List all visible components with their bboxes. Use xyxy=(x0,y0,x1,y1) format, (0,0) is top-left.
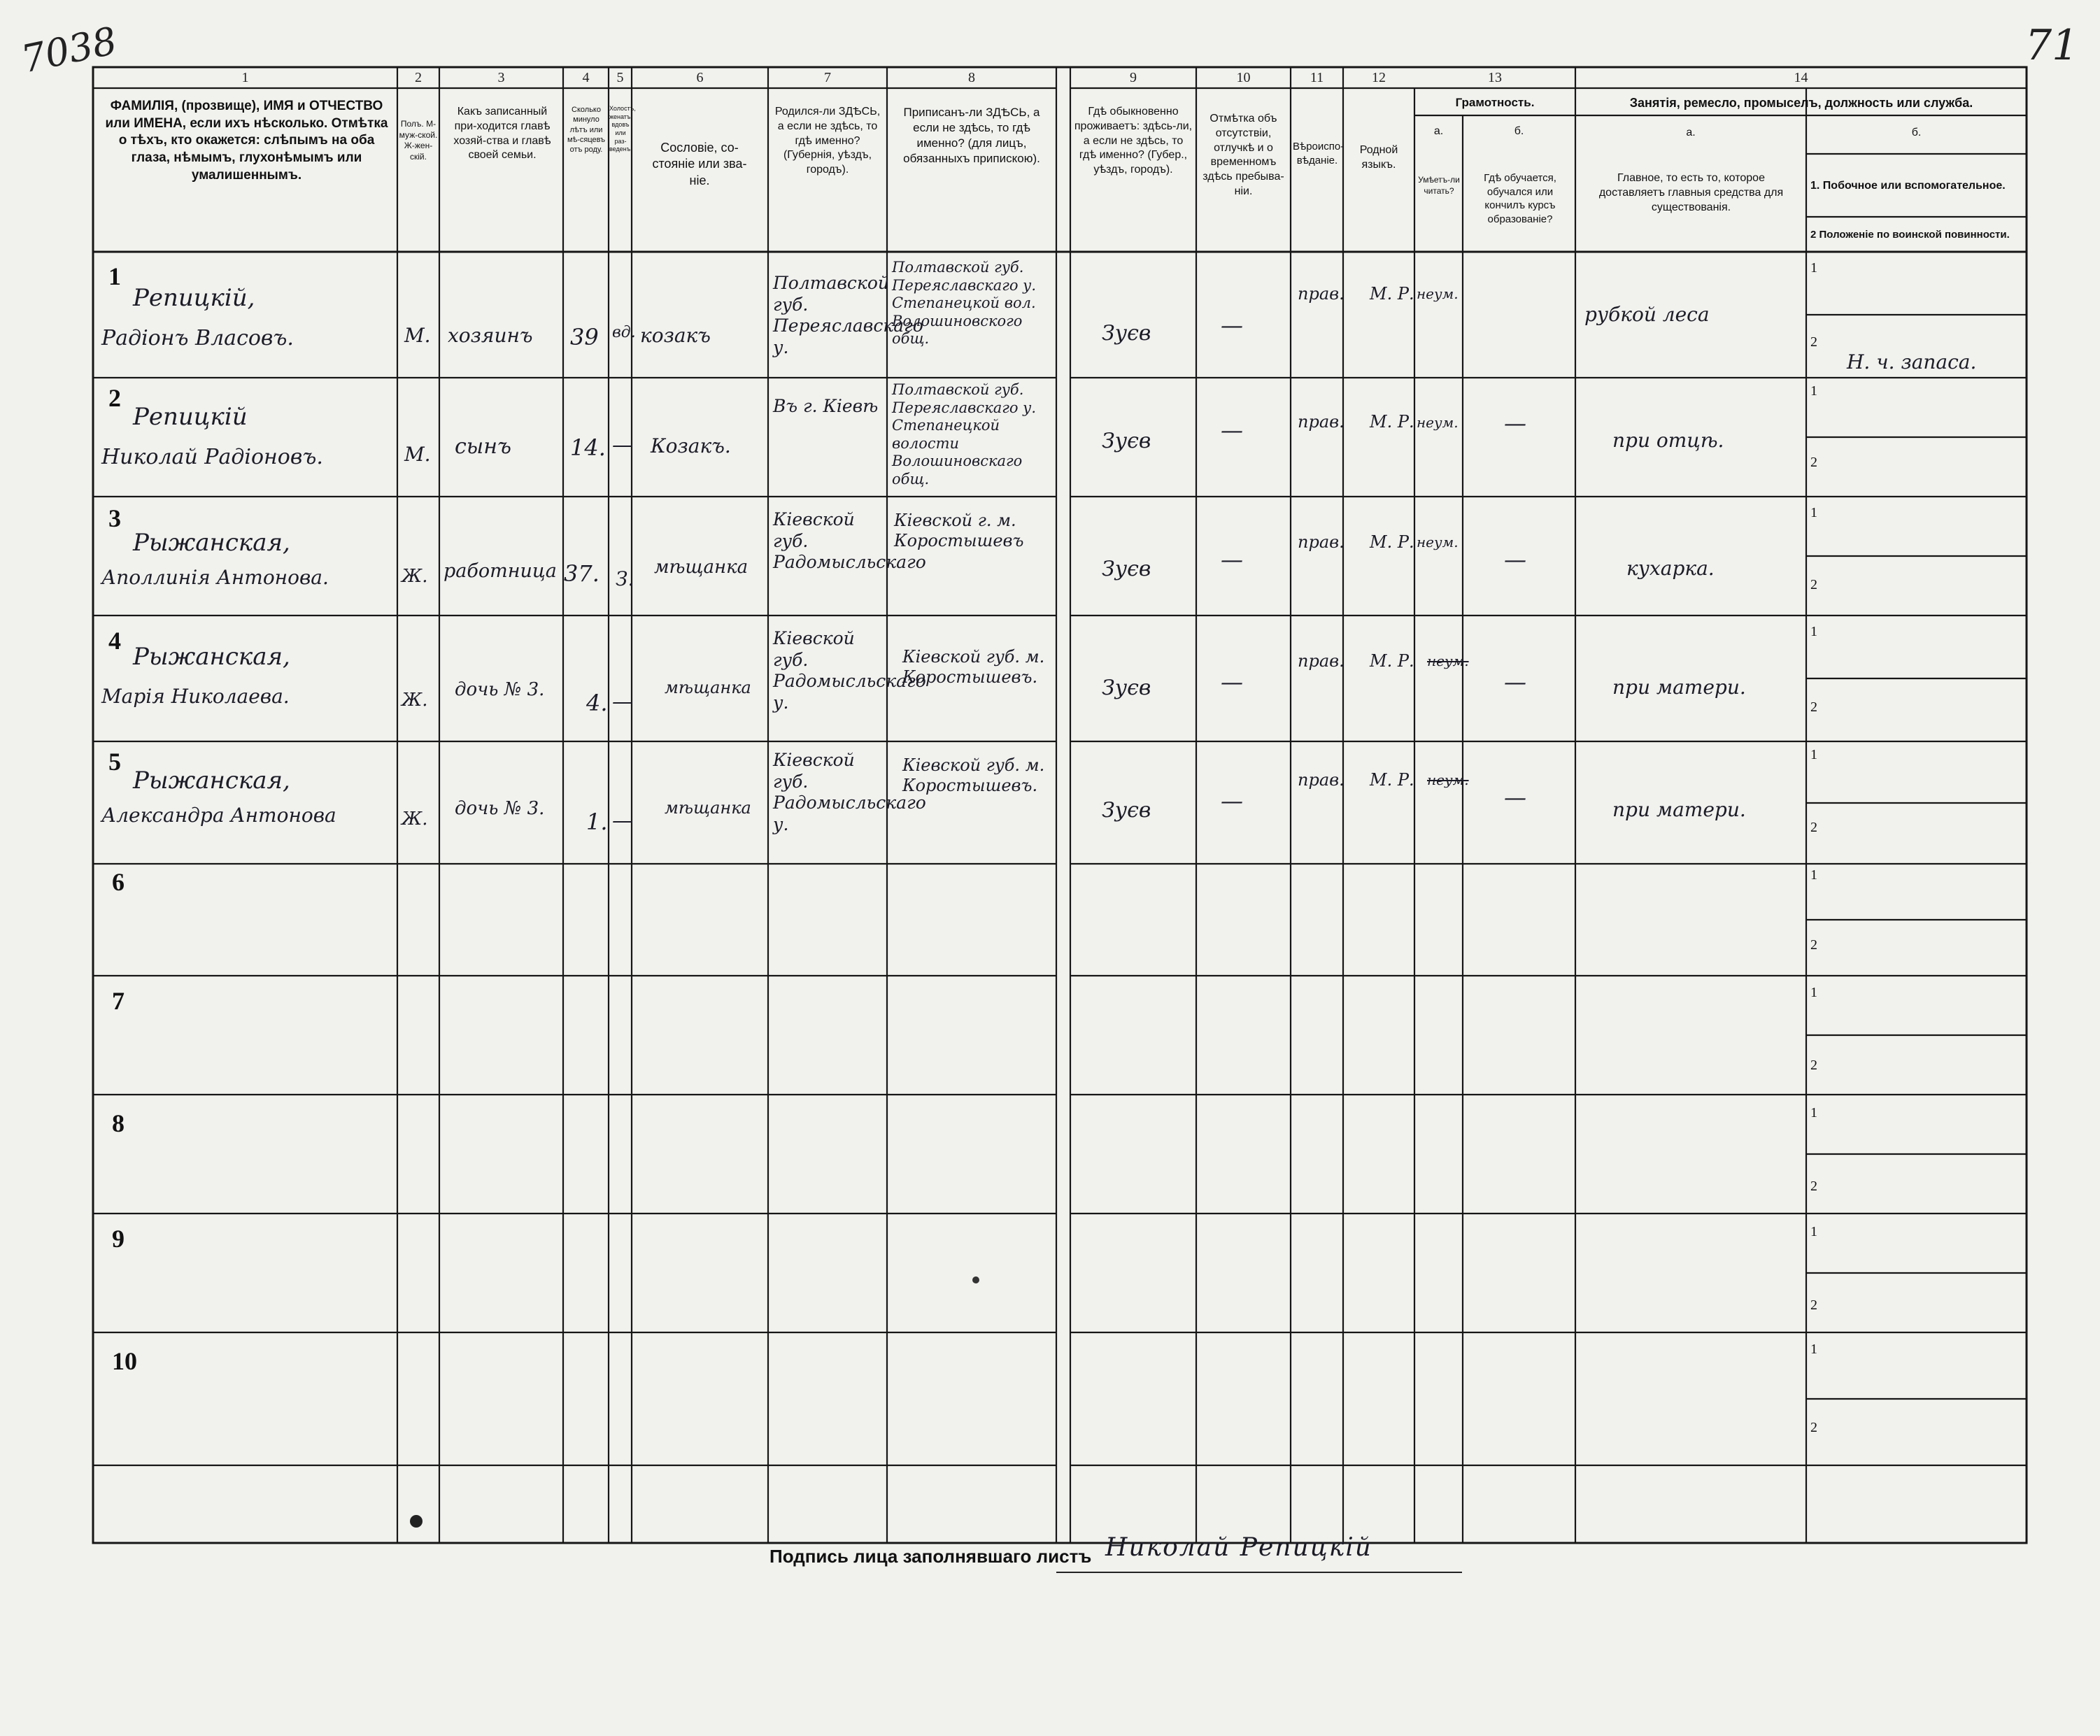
entry-absence: — xyxy=(1221,417,1243,443)
header-col-13b-label: б. xyxy=(1514,125,1524,137)
entry-education: — xyxy=(1504,546,1526,573)
entry-age: 14. xyxy=(570,434,606,461)
entry-residence: Зуєв xyxy=(1102,676,1151,700)
entry-marital: — xyxy=(612,433,633,457)
sub-row-label: 1 xyxy=(1810,985,1817,1000)
entry-registration: Кіевской г. м. Коростышевъ xyxy=(894,511,1024,551)
row-number: 8 xyxy=(112,1109,125,1137)
entry-surname: Репицкій xyxy=(133,403,248,431)
entry-absence: — xyxy=(1221,312,1243,339)
entry-relation: сынъ xyxy=(455,434,511,459)
entry-sex: М. xyxy=(404,443,431,466)
sub-row-label: 2 xyxy=(1810,577,1817,592)
row-number: 2 xyxy=(108,384,121,412)
entry-marital: — xyxy=(612,690,633,714)
header-col-14b2: 2 Положеніе по воинской повинности. xyxy=(1810,229,2010,241)
entry-absence: — xyxy=(1221,669,1243,695)
entry-estate: Козакъ. xyxy=(651,434,731,457)
signature: Николай Репицкій xyxy=(1105,1533,1372,1562)
sheet-number: 71 xyxy=(2025,21,2079,70)
entry-language: М. Р. xyxy=(1370,412,1414,432)
entry-literacy: неум. xyxy=(1427,771,1469,788)
column-number-12: 12 xyxy=(1372,70,1386,85)
entry-residence: Зуєв xyxy=(1102,321,1151,346)
entry-age: 39 xyxy=(570,324,599,350)
column-number-1: 1 xyxy=(241,70,249,85)
header-col-9: Гдѣ обыкновенно проживаетъ: здѣсь-ли, а если не здѣсь, то гдѣ именно? (Губер., уѣздъ, городъ). xyxy=(1074,106,1193,176)
header-col-13-title: Грамотность. xyxy=(1455,96,1535,109)
entry-given-names: Марія Николаева. xyxy=(101,685,290,708)
entry-religion: прав. xyxy=(1298,532,1345,552)
header-col-14-title: Занятія, ремесло, промыселъ, должность или служба. xyxy=(1629,96,1973,110)
sub-row-label: 2 xyxy=(1810,1179,1817,1194)
entry-birthplace: Полтавской губ. Переяславскаго у. xyxy=(773,273,923,357)
sub-row-label: 1 xyxy=(1810,383,1817,399)
row-number: 1 xyxy=(108,262,121,290)
entry-surname: Рыжанская, xyxy=(133,767,290,795)
entry-language: М. Р. xyxy=(1370,651,1414,671)
sub-row-label: 2 xyxy=(1810,1297,1817,1313)
row-number: 4 xyxy=(108,627,121,655)
entry-military-status: Н. ч. запаса. xyxy=(1847,350,1977,373)
header-col-13a: Умѣетъ-ли читать? xyxy=(1418,175,1460,196)
entry-birthplace: Въ г. Кіевѣ xyxy=(773,396,879,416)
entry-sex: Ж. xyxy=(402,566,428,587)
entry-literacy: неум. xyxy=(1427,653,1469,669)
header-col-5: Холостъ, женатъ, вдовъ или раз-веденъ. xyxy=(609,105,636,153)
entry-relation: дочь № 3. xyxy=(455,798,545,819)
entry-relation: работница xyxy=(444,560,557,582)
entry-given-names: Радіонъ Власовъ. xyxy=(101,326,294,350)
entry-literacy: неум. xyxy=(1417,534,1459,550)
sub-row-label: 1 xyxy=(1810,505,1817,520)
row-number: 5 xyxy=(108,748,121,776)
entry-relation: дочь № 3. xyxy=(455,679,545,700)
sub-row-label: 1 xyxy=(1810,624,1817,639)
sub-row-label: 1 xyxy=(1810,867,1817,883)
entry-education: — xyxy=(1504,669,1526,695)
entry-literacy: неум. xyxy=(1417,414,1459,431)
header-col-7: Родился-ли ЗДѢСЬ, а если не здѣсь, то гдѣ именно? (Губернія, уѣздъ, городъ). xyxy=(774,106,881,176)
column-number-3: 3 xyxy=(497,70,505,85)
entry-estate: мѣщанка xyxy=(654,557,749,578)
header-col-12: Родной языкъ. xyxy=(1359,144,1398,171)
header-col-13b: Гдѣ обучается, обучался или кончилъ курсъ образованіе? xyxy=(1484,172,1556,225)
entry-age: 4. xyxy=(586,690,608,716)
sub-row-label: 2 xyxy=(1810,937,1817,953)
entry-religion: прав. xyxy=(1298,412,1345,432)
entry-surname: Рыжанская, xyxy=(133,643,290,671)
entry-estate: мѣщанка xyxy=(665,798,751,818)
sub-row-label: 1 xyxy=(1810,260,1817,276)
sub-row-label: 2 xyxy=(1810,455,1817,470)
row-number: 6 xyxy=(112,868,125,896)
header-col-13a-label: а. xyxy=(1433,125,1444,137)
entry-residence: Зуєв xyxy=(1102,429,1151,453)
column-number-14: 14 xyxy=(1794,70,1808,85)
header-col-2: Полъ. М-муж-ской. Ж-жен-скій. xyxy=(399,119,438,162)
entry-marital: — xyxy=(612,809,633,833)
column-number-6: 6 xyxy=(696,70,704,85)
sub-row-label: 2 xyxy=(1810,334,1817,350)
entry-age: 1. xyxy=(586,809,608,835)
entry-religion: прав. xyxy=(1298,651,1345,671)
header-col-14a-label: а. xyxy=(1686,127,1696,138)
row-number: 9 xyxy=(112,1225,125,1253)
sub-row-label: 1 xyxy=(1810,747,1817,762)
entry-registration: Кіевской губ. м. Коростышевъ. xyxy=(902,755,1045,796)
header-col-8: Приписанъ-ли ЗДѢСЬ, а если не здѣсь, то гдѣ именно? (для лицъ, обязанныхъ припискою). xyxy=(903,106,1040,166)
entry-language: М. Р. xyxy=(1370,770,1414,790)
entry-absence: — xyxy=(1221,546,1243,573)
row-number: 3 xyxy=(108,504,121,532)
column-number-11: 11 xyxy=(1310,70,1324,85)
entry-language: М. Р. xyxy=(1370,284,1414,304)
entry-registration: Полтавской губ. Переяславскаго у. Степанецкой волости Волошиновскаго общ. xyxy=(892,381,1037,488)
header-col-6: Сословіе, со-стояніе или зва-ніе. xyxy=(652,141,747,187)
entry-age: 37. xyxy=(564,560,600,587)
entry-education: — xyxy=(1504,410,1526,436)
column-number-8: 8 xyxy=(968,70,975,85)
entry-language: М. Р. xyxy=(1370,532,1414,552)
entry-residence: Зуєв xyxy=(1102,798,1151,823)
sub-row-label: 1 xyxy=(1810,1342,1817,1357)
header-col-3: Какъ записанный при-ходится главѣ хозяй-ства и главѣ своей семьи. xyxy=(453,106,551,162)
entry-religion: прав. xyxy=(1298,770,1345,790)
entry-occupation: при матери. xyxy=(1612,798,1746,821)
column-number-9: 9 xyxy=(1130,70,1137,85)
entry-occupation: при отцѣ. xyxy=(1612,429,1724,452)
column-number-13: 13 xyxy=(1488,70,1502,85)
sub-row-label: 2 xyxy=(1810,820,1817,835)
header-col-1: ФАМИЛІЯ, (прозвище), ИМЯ и ОТЧЕСТВО или ИМЕНА, если ихъ нѣсколько. Отмѣтка о тѣхъ, кто окажется: слѣпымъ на оба глаза, нѣмымъ, глухонѣмымъ или умалишеннымъ. xyxy=(105,99,388,183)
entry-given-names: Николай Радіоновъ. xyxy=(101,445,323,469)
entry-occupation: кухарка. xyxy=(1626,557,1715,580)
row-number: 7 xyxy=(112,987,125,1015)
signature-label: Подпись лица заполнявшаго листъ xyxy=(769,1546,1092,1567)
entry-birthplace: Кіевской губ. Радомысльскаго у. xyxy=(773,750,926,834)
header-col-11: Вѣроиспо-вѣданіе. xyxy=(1293,141,1345,166)
sub-row-label: 2 xyxy=(1810,1420,1817,1435)
sub-row-label: 2 xyxy=(1810,1058,1817,1073)
entry-relation: хозяинъ xyxy=(448,324,533,347)
entry-surname: Репицкій, xyxy=(133,284,255,312)
row-number: 10 xyxy=(112,1347,137,1375)
entry-occupation: рубкой леса xyxy=(1584,303,1710,326)
entry-absence: — xyxy=(1221,788,1243,814)
header-col-14b-label: б. xyxy=(1911,127,1922,138)
entry-education: — xyxy=(1504,784,1526,811)
entry-marital: З. xyxy=(616,567,634,590)
entry-estate: мѣщанка xyxy=(665,678,751,697)
column-number-2: 2 xyxy=(415,70,422,85)
entry-literacy: неум. xyxy=(1417,285,1459,302)
entry-registration: Полтавской губ. Переяславскаго у. Степанецкой вол. Волошиновского общ. xyxy=(892,259,1037,348)
header-col-4: Сколько минуло лѣтъ или мѣ-сяцевъ отъ роду. xyxy=(567,106,606,155)
sub-row-label: 1 xyxy=(1810,1224,1817,1239)
entry-religion: прав. xyxy=(1298,284,1345,304)
header-col-14a: Главное, то есть то, которое доставляетъ главныя средства для существованія. xyxy=(1598,172,1784,213)
entry-given-names: Аполлинія Антонова. xyxy=(101,566,329,589)
sub-row-label: 1 xyxy=(1810,1105,1817,1120)
column-number-4: 4 xyxy=(582,70,590,85)
header-col-14b1: 1. Побочное или вспомогательное. xyxy=(1810,180,2006,192)
column-number-5: 5 xyxy=(616,70,624,85)
entry-marital: вд. xyxy=(612,324,636,341)
entry-sex: Ж. xyxy=(402,690,428,711)
column-number-10: 10 xyxy=(1236,70,1251,85)
sub-row-label: 2 xyxy=(1810,699,1817,715)
entry-registration: Кіевской губ. м. Коростышевъ. xyxy=(902,647,1045,688)
header-col-10: Отмѣтка объ отсутствіи, отлучкѣ и о временномъ здѣсь пребыва-ніи. xyxy=(1202,113,1284,197)
entry-residence: Зуєв xyxy=(1102,557,1151,581)
archive-number: 7038 xyxy=(17,18,121,82)
entry-given-names: Александра Антонова xyxy=(101,804,336,827)
column-number-7: 7 xyxy=(824,70,831,85)
entry-birthplace: Кіевской губ. Радомысльскаго xyxy=(773,509,926,572)
entry-occupation: при матери. xyxy=(1612,676,1746,699)
entry-sex: М. xyxy=(404,324,431,347)
entry-estate: козакъ xyxy=(640,324,711,347)
entry-birthplace: Кіевской губ. Радомысльскаго у. xyxy=(773,628,926,713)
entry-surname: Рыжанская, xyxy=(133,529,290,557)
entry-sex: Ж. xyxy=(402,809,428,830)
